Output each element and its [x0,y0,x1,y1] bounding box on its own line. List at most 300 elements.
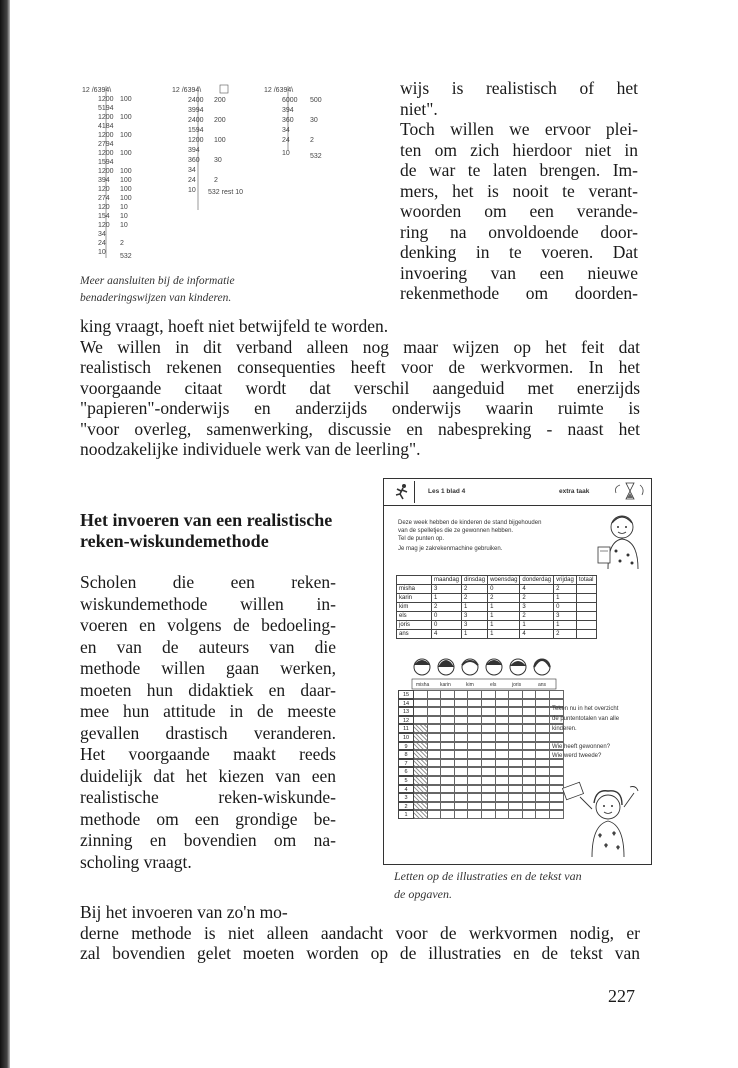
grid-cell [414,690,428,699]
grid-cell [496,742,510,751]
grid-cell [441,716,455,725]
grid-cell [536,767,550,776]
table-cell: 2 [554,630,577,639]
grid-cell [428,699,442,708]
table-header-cell: maandag [432,576,462,585]
text-line: Bij het invoeren van zo'n mo- [80,902,288,922]
sketch-left-line: 34 [98,231,106,238]
table-cell: 1 [462,603,488,612]
grid-cell [428,785,442,794]
text-line: methode om een grondige be- [80,808,336,829]
grid-cell [441,759,455,768]
face-name: kim [466,682,474,688]
book-binding-edge [0,0,10,1068]
grid-cell [523,716,537,725]
sketch-right-mark: 532 [310,153,322,160]
text-line: invoering van een nieuwe [400,262,638,283]
grid-cell [455,802,469,811]
grid-cell [496,759,510,768]
grid-cell [509,690,523,699]
grid-cell [441,750,455,759]
child-face [438,659,454,675]
worksheet-header [384,479,651,506]
instruction-line: Tel de punten op. [398,536,445,542]
grid-row [398,733,564,742]
text-line: Het voorgaande maakt reeds [80,744,336,764]
grid-cell [536,716,550,725]
sketch-right-line: 394 [282,107,294,114]
table-cell: karin [397,594,432,603]
grid-row [398,724,564,733]
grid-cell [468,707,482,716]
sketch-mid-line: 394 [188,147,200,154]
text-line: mee hun attitude in de meeste [80,701,336,721]
grid-cell [482,742,496,751]
text-line: wijs is realistisch of het [400,78,638,98]
text-line: duidelijk dat het kiezen van een [80,765,336,786]
grid-cell [482,699,496,708]
grid-row-number: 3 [398,793,414,802]
running-figure-icon [394,483,410,501]
face-name: misha [416,682,430,688]
sketch-left-mark: 2 [120,240,124,247]
sketch-left-mark: 100 [120,195,132,202]
table-cell: 2 [432,603,462,612]
sketch-left-line: 120 [98,186,110,193]
grid-cell [509,802,523,811]
sketch-left-line: 24 [98,240,106,247]
sketch-mid-mark: 100 [214,137,226,144]
lesson-label: Les 1 blad 4 [428,488,466,495]
grid-cell [496,776,510,785]
sketch-left-line: 1594 [98,159,114,166]
grid-cell [482,724,496,733]
table-cell: 3 [554,612,577,621]
grid-row-number: 7 [398,759,414,768]
grid-row-number: 5 [398,776,414,785]
table-header-cell: totaal [576,576,596,585]
grid-cell [536,742,550,751]
grid-cell [428,759,442,768]
sketch-mid-line: 24 [188,177,196,184]
table-cell: 3 [520,603,554,612]
grid-cell [428,750,442,759]
grid-cell [536,724,550,733]
grid-cell [414,733,428,742]
face-name: joris [512,682,522,688]
grid-row-number: 6 [398,767,414,776]
grid-row [398,742,564,751]
grid-cell [455,733,469,742]
grid-cell [441,810,455,819]
table-cell: els [397,612,432,621]
grid-cell [523,802,537,811]
table-cell: 1 [488,621,520,630]
heading-line: Het invoeren van een realistische [80,510,333,530]
grid-cell [550,733,564,742]
sketch-mid-line: 10 [188,187,196,194]
text-line: noodzakelijke individuele werk van de leerling". [80,439,421,459]
face-name: karin [440,682,451,688]
grid-cell [550,767,564,776]
sketch-left-mark: 100 [120,186,132,193]
grid-cell [428,802,442,811]
grid-cell [441,793,455,802]
table-row [397,612,597,621]
table-cell: joris [397,621,432,630]
question-line: Wie werd tweede? [552,753,602,759]
grid-row [398,716,564,725]
grid-cell [441,724,455,733]
grid-cell [414,750,428,759]
grid-cell [496,733,510,742]
child-face [462,659,478,675]
sketch-left-mark: 10 [120,204,128,211]
text-line: Toch willen we ervoor plei- [400,119,638,139]
grid-row-number: 15 [398,690,414,699]
table-header-cell: dinsdag [462,576,488,585]
bar-chart-grid [398,690,564,819]
grid-row-number: 8 [398,750,414,759]
table-cell: 2 [488,594,520,603]
grid-cell [523,810,537,819]
text-line: king vraagt, hoeft niet betwijfeld te worden. [80,316,389,336]
grid-cell [468,750,482,759]
text-line: wiskundemethode willen in- [80,593,336,614]
grid-row-number: 4 [398,785,414,794]
grid-cell [428,690,442,699]
grid-cell [414,785,428,794]
grid-cell [496,802,510,811]
sketch-column-left [82,86,132,260]
grid-row [398,759,564,768]
grid-cell [509,724,523,733]
grid-cell [482,690,496,699]
sketch-left-mark: 100 [120,96,132,103]
sketch-left-line: 274 [98,195,110,202]
grid-cell [523,742,537,751]
girl-illustration [562,779,644,859]
grid-cell [536,690,550,699]
scores-table [396,575,597,639]
face-name: ans [538,682,547,688]
table-cell: 1 [488,630,520,639]
text-line: moeten hun didaktiek en daar- [80,679,336,700]
side-note-line: Teken nu in het overzicht [552,706,619,712]
table-cell: 1 [462,630,488,639]
grid-cell [523,733,537,742]
table-row [397,585,597,594]
text-line: voorgaande citaat wordt dat verschil aangeduid met enerzijds [80,377,640,398]
grid-cell [455,699,469,708]
grid-cell [428,733,442,742]
table-cell: 1 [432,594,462,603]
grid-cell [523,699,537,708]
table-row [397,630,597,639]
grid-cell [496,690,510,699]
sketch-left-line: 5194 [98,105,114,112]
side-note-line: de puntentotalen van alle [552,716,620,722]
sketch-left-mark: 532 [120,253,132,260]
text-line: woorden om een verande- [400,201,638,221]
grid-cell [428,776,442,785]
table-cell: 1 [554,594,577,603]
grid-cell [468,767,482,776]
grid-cell [468,742,482,751]
grid-cell [509,759,523,768]
grid-cell [441,690,455,699]
table-cell: 1 [554,621,577,630]
table-header-cell [397,576,432,585]
text-line: Scholen die een reken- [80,572,336,592]
table-cell [576,603,596,612]
sketch-left-line: 4184 [98,123,114,130]
grid-cell [550,759,564,768]
grid-cell [523,776,537,785]
grid-row [398,785,564,794]
table-header-cell: vrijdag [554,576,577,585]
table-cell: 2 [462,594,488,603]
grid-cell [414,716,428,725]
text-line: "papieren"-onderwijs en anderzijds onderwijs waarin ruimte is [80,398,640,418]
figure-caption-line: benaderingswijzen van kinderen. [80,292,232,304]
grid-cell [523,793,537,802]
sketch-mid-line: 3994 [188,107,204,114]
grid-row-number: 2 [398,802,414,811]
sketch-left-line: 1200 [98,132,114,139]
grid-cell [482,759,496,768]
grid-cell [536,733,550,742]
grid-cell [550,690,564,699]
extra-task-label: extra taak [559,488,590,495]
instruction-line: van de spelletjes die ze gewonnen hebben. [398,528,514,534]
sketch-right-line: 12 /6394\ [264,87,294,94]
face-name: els [490,682,497,688]
sketch-mid-mark: 532 rest 10 [208,189,244,196]
grid-cell [468,724,482,733]
grid-cell [536,810,550,819]
table-cell: 2 [462,585,488,594]
grid-cell [482,785,496,794]
table-header-cell: donderdag [520,576,554,585]
text-line: denking in te voeren. Dat [400,242,638,262]
children-faces-illustration [408,655,558,691]
sketch-left-line: 120 [98,222,110,229]
text-line: zal bovendien gelet moeten worden op de illustraties en de tekst van [80,943,640,963]
instruction-line: Deze week hebben de kinderen de stand bijgehouden [398,520,542,526]
sketch-mid-line: 360 [188,157,200,164]
sketch-right-line: 360 [282,117,294,124]
grid-cell [455,810,469,819]
sketch-right-line: 24 [282,137,290,144]
grid-cell [414,699,428,708]
sketch-mid-line: 2400 [188,97,204,104]
text-line: voeren en volgens de bedoeling- [80,615,336,635]
sketch-left-mark: 100 [120,177,132,184]
table-cell: 4 [520,630,554,639]
grid-cell [428,707,442,716]
grid-cell [428,810,442,819]
table-cell: 1 [488,603,520,612]
text-line: ten om zich hierdoor niet in [400,139,638,160]
grid-cell [482,776,496,785]
grid-cell [509,716,523,725]
grid-cell [468,733,482,742]
sketch-left-line: 1200 [98,150,114,157]
grid-cell [536,699,550,708]
grid-cell [441,707,455,716]
grid-cell [482,750,496,759]
grid-cell [496,767,510,776]
grid-row-number: 11 [398,724,414,733]
sketch-column-middle [172,85,243,210]
sketch-mid-line: 34 [188,167,196,174]
grid-cell [536,759,550,768]
text-line: derne methode is niet alleen aandacht voor de werkvormen nodig, er [80,922,640,943]
sketch-mid-mark: 200 [214,117,226,124]
grid-cell [509,699,523,708]
grid-cell [455,716,469,725]
grid-row [398,776,564,785]
sketch-left-line: 1200 [98,114,114,121]
sketch-left-mark: 100 [120,168,132,175]
table-cell: 3 [462,612,488,621]
hourglass-icon [612,481,646,503]
text-line: de war te laten brengen. Im- [400,160,638,180]
grid-cell [482,810,496,819]
text-line: gevallen drastisch veranderen. [80,722,336,743]
grid-cell [455,707,469,716]
table-cell: 3 [432,585,462,594]
left-column-paragraph [80,572,336,873]
text-line: mers, het is nooit te verant- [400,180,638,201]
grid-cell [468,776,482,785]
grid-cell [414,707,428,716]
grid-row-number: 9 [398,742,414,751]
child-face [534,659,550,675]
child-face [414,659,430,675]
grid-row-number: 12 [398,716,414,725]
table-cell: 0 [488,585,520,594]
sketch-left-line: 1200 [98,96,114,103]
child-face [486,659,502,675]
grid-cell [509,810,523,819]
sketch-right-mark: 30 [310,117,318,124]
sketch-right-mark: 500 [310,97,322,104]
sketch-left-mark: 100 [120,150,132,157]
grid-cell [482,767,496,776]
grid-cell [468,802,482,811]
grid-row [398,802,564,811]
text-line: niet". [400,98,438,119]
child-with-calculator-illustration [594,511,648,571]
grid-cell [523,759,537,768]
sketch-left-mark: 10 [120,222,128,229]
table-cell: misha [397,585,432,594]
grid-row [398,793,564,802]
grid-cell [523,690,537,699]
figure-caption-line: Meer aansluiten bij de informatie [80,275,235,287]
table-cell: 1 [520,621,554,630]
grid-cell [414,802,428,811]
grid-cell [509,785,523,794]
child-face [510,659,526,675]
grid-cell [441,742,455,751]
table-cell: kim [397,603,432,612]
sketch-mid-mark: 30 [214,157,222,164]
text-line: scholing vraagt. [80,851,192,872]
grid-cell [536,750,550,759]
sketch-mid-mark: 200 [214,97,226,104]
table-cell: 4 [432,630,462,639]
sketch-left-mark: 10 [120,213,128,220]
text-line: We willen in dit verband alleen nog maar wijzen op het feit dat [80,336,640,357]
grid-cell [523,785,537,794]
grid-cell [482,733,496,742]
grid-cell [496,750,510,759]
grid-cell [536,707,550,716]
table-cell: ans [397,630,432,639]
table-cell [576,612,596,621]
handwritten-division-sketch [80,80,350,270]
grid-cell [482,716,496,725]
side-note-line: kinderen. [552,726,577,732]
grid-cell [414,759,428,768]
sketch-left-line: 394 [98,177,110,184]
grid-cell [468,699,482,708]
grid-cell [523,767,537,776]
table-cell: 2 [554,585,577,594]
table-cell [576,585,596,594]
text-line: ring na onvoldoende door- [400,221,638,242]
worksheet-caption-line: de opgaven. [394,887,452,901]
sketch-left-mark: 100 [120,132,132,139]
grid-row-number: 13 [398,707,414,716]
grid-cell [428,724,442,733]
grid-cell [536,802,550,811]
grid-cell [509,776,523,785]
grid-row-number: 1 [398,810,414,819]
grid-row [398,699,564,708]
worksheet-caption-line: Letten op de illustraties en de tekst van [394,869,582,883]
right-column-text [400,78,638,304]
table-header-row [397,576,597,585]
sketch-left-line: 120 [98,204,110,211]
grid-cell [468,690,482,699]
sketch-left-line: 12 /6394\ [82,87,112,94]
grid-cell [496,699,510,708]
grid-cell [441,776,455,785]
body-paragraph [80,316,640,460]
grid-cell [536,776,550,785]
grid-cell [536,793,550,802]
sketch-right-mark: 2 [310,137,314,144]
grid-cell [536,785,550,794]
heading-line: reken-wiskundemethode [80,531,269,551]
grid-row [398,690,564,699]
grid-cell [441,802,455,811]
grid-cell [441,785,455,794]
grid-cell [468,759,482,768]
grid-cell [482,793,496,802]
grid-cell [414,810,428,819]
grid-cell [414,767,428,776]
sketch-right-line: 10 [282,150,290,157]
table-cell: 2 [520,594,554,603]
grid-cell [482,802,496,811]
table-row [397,621,597,630]
grid-cell [428,742,442,751]
